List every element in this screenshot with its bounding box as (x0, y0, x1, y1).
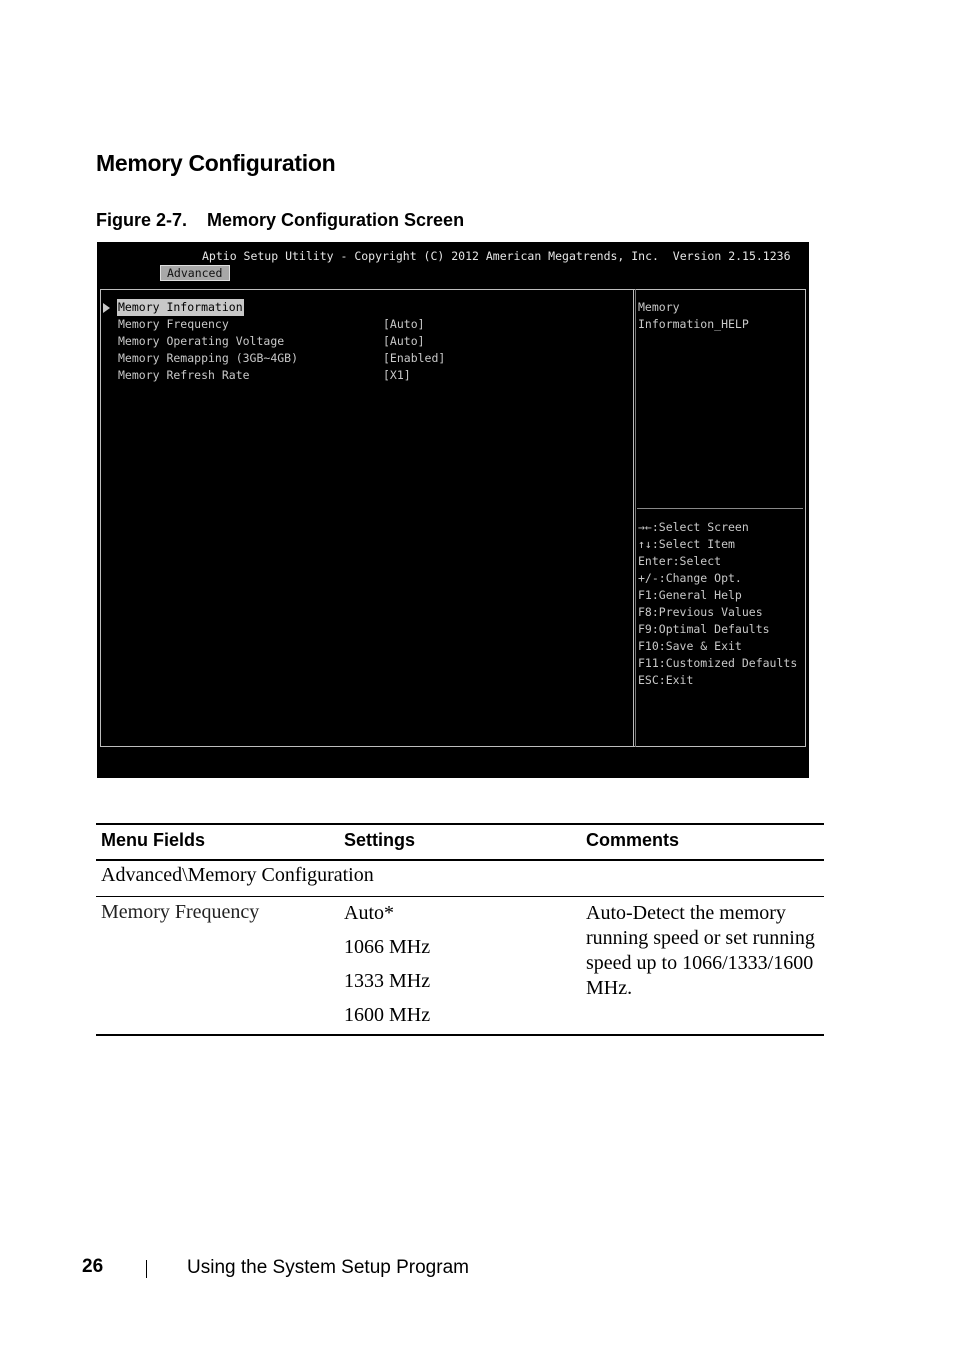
help-divider (637, 508, 803, 509)
key-legend (638, 519, 797, 689)
menu-item-memory-operating-voltage[interactable] (117, 333, 425, 350)
table-rule (96, 823, 824, 825)
menu-item-memory-information[interactable] (117, 299, 243, 316)
key-line: F8:Previous Values (638, 605, 763, 619)
table-cell-comment: Auto-Detect the memory running speed or set running speed up to 1066/1333/1600 MHz. (586, 902, 815, 999)
page-number: 26 (82, 1256, 104, 1277)
table-header-settings: Settings (344, 830, 416, 850)
bios-screenshot (97, 242, 809, 778)
panel-divider (633, 289, 634, 747)
tab-advanced[interactable]: Advanced (160, 265, 230, 281)
help-line: Memory (638, 300, 680, 314)
key-line: F9:Optimal Defaults (638, 622, 770, 636)
menu-item-label: Memory Remapping (3GB~4GB) (118, 351, 299, 365)
table-cell-settings (344, 901, 430, 1037)
bios-title-bar: Aptio Setup Utility - Copyright (C) 2012 American Megatrends, Inc. Version 2.15.1236 (202, 249, 791, 263)
key-line: ESC:Exit (638, 673, 694, 687)
key-line: F10:Save & Exit (638, 639, 742, 653)
key-line: →←:Select Screen (638, 520, 749, 534)
setting-option: 1333 MHz (344, 970, 431, 992)
help-panel (638, 299, 749, 333)
figure-caption: Figure 2-7. Memory Configuration Screen (96, 210, 465, 230)
setting-option: Auto* (344, 902, 394, 924)
footer-text: Using the System Setup Program (187, 1257, 469, 1278)
menu-item-label: Memory Operating Voltage (118, 334, 285, 348)
table-cell-field: Memory Frequency (101, 901, 260, 923)
menu-item-memory-refresh-rate[interactable] (117, 367, 411, 384)
menu-item-memory-frequency[interactable] (117, 316, 425, 333)
table-header-menu-fields: Menu Fields (101, 830, 206, 850)
table-group-row: Advanced\Memory Configuration (101, 864, 374, 886)
menu-item-memory-remapping[interactable] (117, 350, 446, 367)
menu-item-value[interactable]: [Enabled] (383, 351, 446, 365)
setting-option: 1066 MHz (344, 936, 431, 958)
footer-divider (146, 1260, 147, 1278)
table-header-comments: Comments (586, 830, 680, 850)
help-line: Information_HELP (638, 317, 749, 331)
key-line: +/-:Change Opt. (638, 571, 742, 585)
key-line: Enter:Select (638, 554, 722, 568)
menu-item-value[interactable]: [X1] (383, 368, 411, 382)
menu-item-label: Memory Information (118, 300, 243, 314)
table-rule (96, 859, 824, 861)
bios-menu (117, 299, 446, 384)
key-line: F1:General Help (638, 588, 742, 602)
section-title: Memory Configuration (96, 150, 336, 176)
key-line: ↑↓:Select Item (638, 537, 735, 551)
menu-item-label: Memory Refresh Rate (118, 368, 250, 382)
key-line: F11:Customized Defaults (638, 656, 798, 670)
table-rule (96, 896, 824, 897)
table-rule (96, 1034, 824, 1036)
setting-option: 1600 MHz (344, 1004, 431, 1026)
panel-divider-inner (635, 289, 636, 747)
menu-item-label: Memory Frequency (118, 317, 229, 331)
selection-pointer-icon (103, 303, 110, 313)
menu-item-value[interactable]: [Auto] (383, 317, 425, 331)
menu-item-value[interactable]: [Auto] (383, 334, 425, 348)
